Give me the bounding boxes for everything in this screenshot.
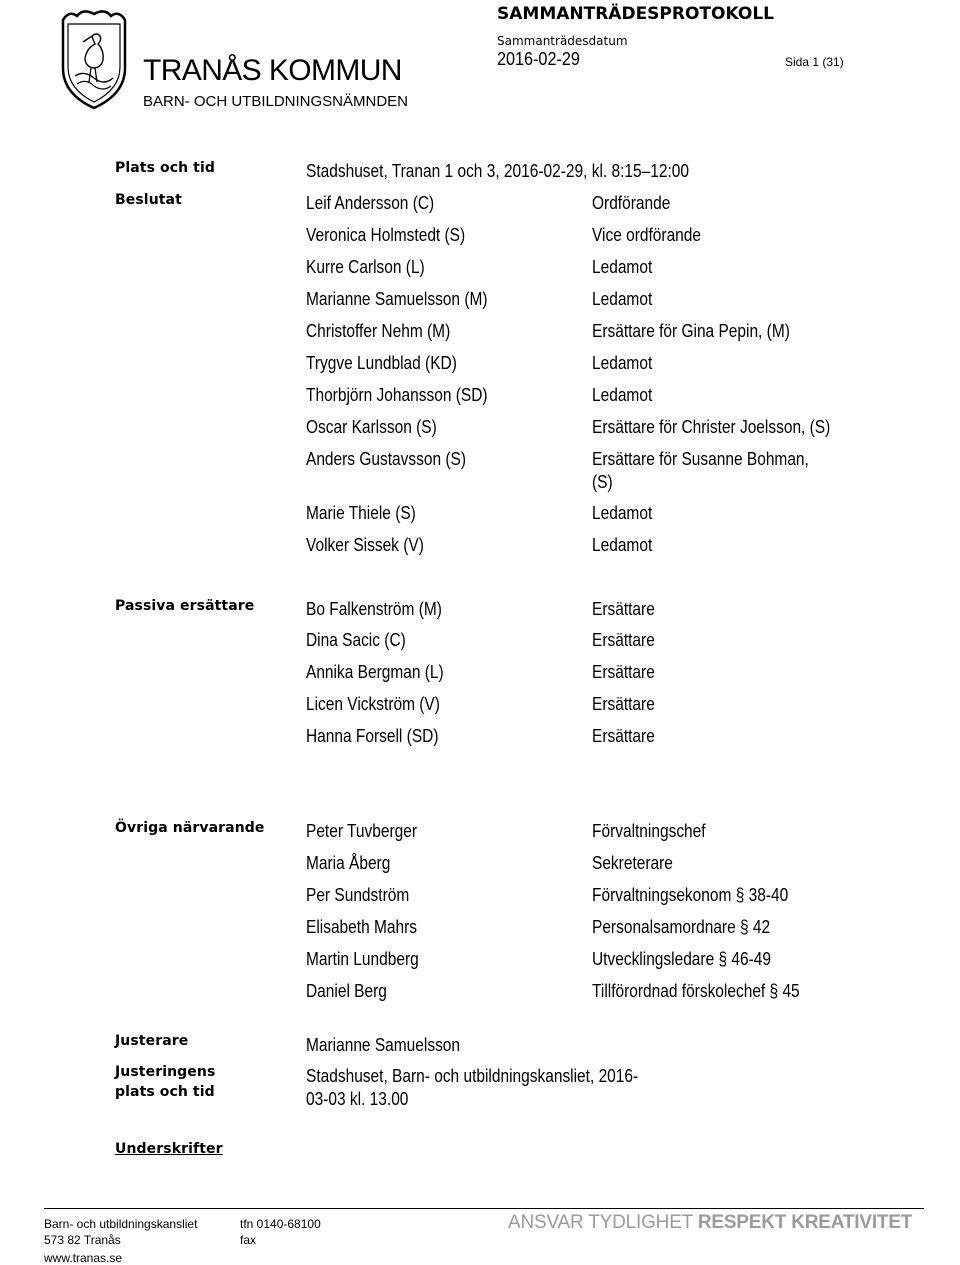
member-role: Ersättare <box>592 630 655 650</box>
member-role: Ledamot <box>592 535 653 555</box>
member-name: Marie Thiele (S) <box>306 503 416 523</box>
attendee-name: Daniel Berg <box>306 981 387 1001</box>
member-name: Veronica Holmstedt (S) <box>306 225 466 245</box>
attendee-role: Förvaltningschef <box>592 821 706 841</box>
member-role: Ersättare <box>592 662 655 682</box>
beslutat-label: Beslutat <box>115 192 182 208</box>
justeringens-value-line2: 03-03 kl. 13.00 <box>306 1089 409 1109</box>
organization-unit: BARN- OCH UTBILDNINGSNÄMNDEN <box>143 93 409 110</box>
member-name: Licen Vickström (V) <box>306 694 440 714</box>
plats-och-tid-label: Plats och tid <box>115 160 215 176</box>
member-role: Ersättare för Christer Joelsson, (S) <box>592 417 831 437</box>
attendee-role: Personalsamordnare § 42 <box>592 917 771 937</box>
justeringens-value-line1: Stadshuset, Barn- och utbildningskansliet, 2016- <box>306 1066 639 1086</box>
member-role: Ledamot <box>592 257 653 277</box>
footer-phone: tfn 0140-68100 <box>240 1217 321 1231</box>
underskrifter-heading: Underskrifter <box>115 1141 223 1157</box>
member-name: Volker Sissek (V) <box>306 535 424 555</box>
footer-fax: fax <box>240 1233 257 1247</box>
member-role: Ersättare <box>592 599 655 619</box>
member-name: Dina Sacic (C) <box>306 630 406 650</box>
ovriga-narvarande-label: Övriga närvarande <box>115 820 265 836</box>
member-role: Ersättare för Susanne Bohman, <box>592 449 809 469</box>
member-role: Ersättare <box>592 694 655 714</box>
attendee-role: Tillförordnad förskolechef § 45 <box>592 981 800 1001</box>
justerare-label: Justerare <box>115 1033 189 1049</box>
attendee-name: Elisabeth Mahrs <box>306 917 417 937</box>
member-name: Hanna Forsell (SD) <box>306 726 439 746</box>
municipal-crest-logo <box>57 6 131 112</box>
member-role: Ledamot <box>592 353 653 373</box>
member-role: Ledamot <box>592 289 653 309</box>
attendee-name: Martin Lundberg <box>306 949 419 969</box>
organization-name: TRANÅS KOMMUN <box>143 54 402 87</box>
passiva-ersattare-label: Passiva ersättare <box>115 598 255 614</box>
attendee-name: Per Sundström <box>306 885 410 905</box>
member-role: Ledamot <box>592 385 653 405</box>
meeting-date-label: Sammanträdesdatum <box>497 34 628 48</box>
member-role: Ersättare för Gina Pepin, (M) <box>592 321 790 341</box>
crest-icon <box>57 6 131 112</box>
member-role-continued: (S) <box>592 472 613 492</box>
member-role: Ordförande <box>592 193 671 213</box>
member-name: Oscar Karlsson (S) <box>306 417 437 437</box>
member-role: Ersättare <box>592 726 655 746</box>
attendee-role: Förvaltningsekonom § 38-40 <box>592 885 789 905</box>
footer-divider <box>44 1208 924 1209</box>
member-name: Leif Andersson (C) <box>306 193 435 213</box>
motto-part1: ANSVAR TYDLIGHET <box>508 1212 698 1233</box>
page-indicator: Sida 1 (31) <box>785 55 844 69</box>
justerare-value: Marianne Samuelsson <box>306 1035 461 1055</box>
document-title: SAMMANTRÄDESPROTOKOLL <box>497 4 775 24</box>
member-name: Marianne Samuelsson (M) <box>306 289 488 309</box>
justeringens-label-line1: Justeringens <box>115 1064 216 1080</box>
plats-och-tid-value: Stadshuset, Tranan 1 och 3, 2016-02-29, kl. 8:15–12:00 <box>306 161 689 181</box>
member-role: Vice ordförande <box>592 225 702 245</box>
attendee-name: Peter Tuvberger <box>306 821 418 841</box>
member-name: Bo Falkenström (M) <box>306 599 442 619</box>
footer-motto <box>508 1212 912 1234</box>
member-name: Kurre Carlson (L) <box>306 257 425 277</box>
attendee-role: Utvecklingsledare § 46-49 <box>592 949 771 969</box>
attendee-role: Sekreterare <box>592 853 673 873</box>
member-name: Anders Gustavsson (S) <box>306 449 467 469</box>
member-name: Annika Bergman (L) <box>306 662 444 682</box>
member-name: Trygve Lundblad (KD) <box>306 353 457 373</box>
footer-website-link[interactable]: www.tranas.se <box>44 1251 123 1265</box>
footer-address-line1: Barn- och utbildningskansliet <box>44 1217 198 1231</box>
member-name: Thorbjörn Johansson (SD) <box>306 385 488 405</box>
member-role: Ledamot <box>592 503 653 523</box>
footer-address-line2: 573 82 Tranås <box>44 1233 121 1247</box>
meeting-date-value: 2016-02-29 <box>497 49 580 69</box>
justeringens-label-line2: plats och tid <box>115 1084 215 1100</box>
attendee-name: Maria Åberg <box>306 853 391 873</box>
motto-part2: RESPEKT KREATIVITET <box>697 1212 913 1233</box>
member-name: Christoffer Nehm (M) <box>306 321 451 341</box>
